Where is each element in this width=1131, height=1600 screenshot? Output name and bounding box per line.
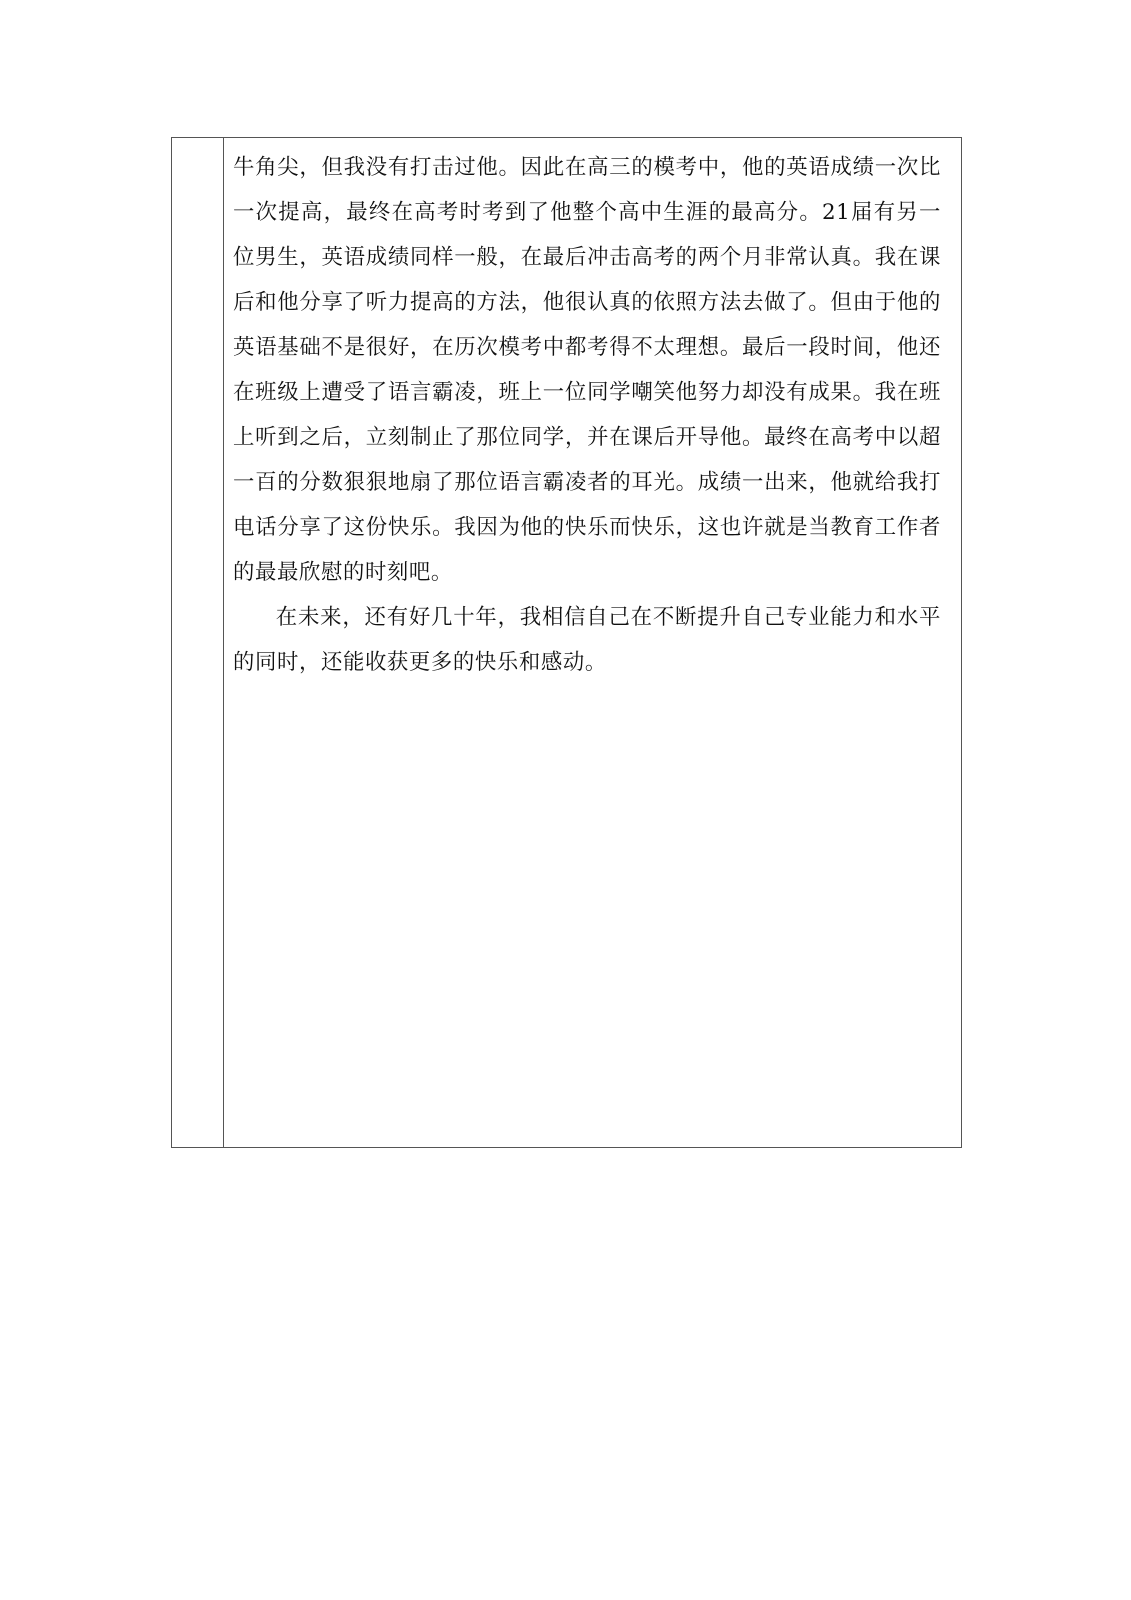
- paragraph-closing: 在未来，还有好几十年，我相信自己在不断提升自己专业能力和水平的同时，还能收获更多的快乐和感动。: [233, 605, 941, 675]
- paragraph-continuation: 牛角尖，但我没有打击过他。因此在高三的模考中，他的英语成绩一次比一次提高，最终在高考时考到了他整个高中生涯的最高分。21届有另一位男生，英语成绩同样一般，在最后冲击高考的两个月非常认真。我在课后和他分享了听力提高的方法，他很认真的依照方法去做了。但由于他的英语基础不是很好，在历次模考中都考得不太理想。最后一段时间，他还在班级上遭受了语言霸凌，班上一位同学嘲笑他努力却没有成果。我在班上听到之后，立刻制止了那位同学，并在课后开导他。最终在高考中以超一百的分数狠狠地扇了那位语言霸凌者的耳光。成绩一出来，他就给我打电话分享了这份快乐。我因为他的快乐而快乐，这也许就是当教育工作者的最最欣慰的时刻吧。: [233, 155, 941, 585]
- document-table: [171, 137, 962, 1148]
- table-left-column: [172, 138, 224, 1147]
- table-content-cell: [225, 138, 961, 1147]
